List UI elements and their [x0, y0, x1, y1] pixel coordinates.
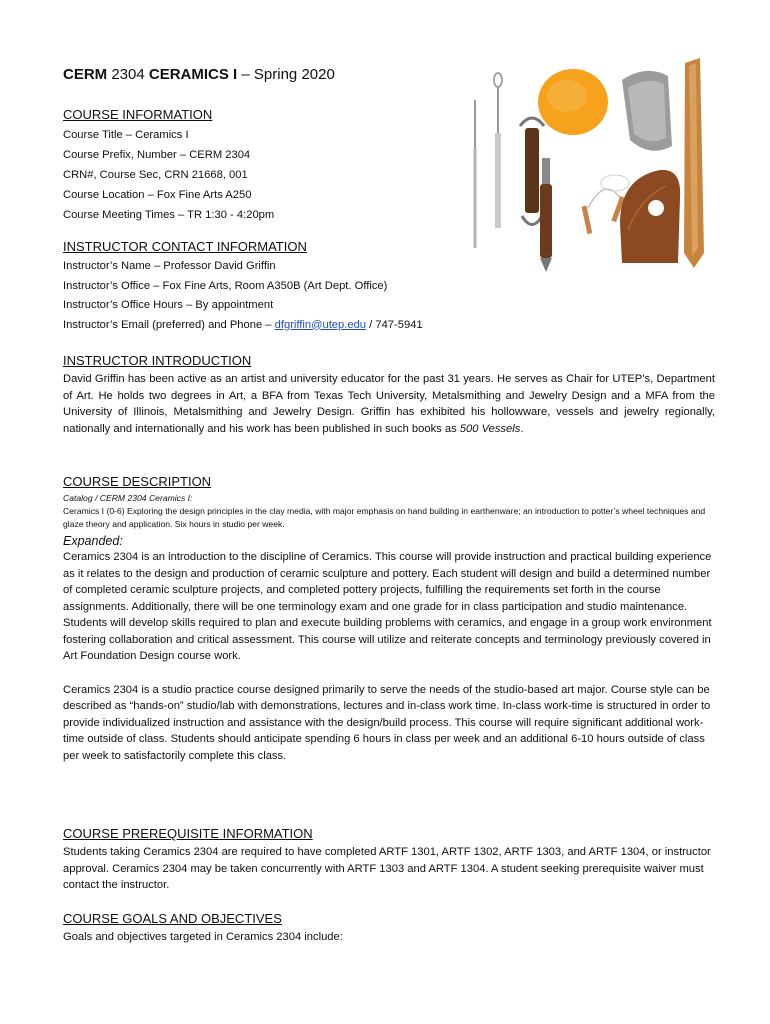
catalog-label	[63, 492, 715, 505]
instructor-introduction-text	[63, 371, 715, 437]
title-code: CERM	[63, 66, 108, 83]
page-title	[63, 66, 335, 83]
email-link[interactable]: dfgriffin@utep.edu	[274, 318, 367, 331]
course-description-section	[63, 473, 715, 764]
book-title: 500 Vessels	[459, 422, 521, 435]
course-crn-line: CRN#, Course Sec, CRN 21668, 001	[63, 169, 248, 181]
intro-end: .	[520, 422, 524, 435]
email-label: Instructor’s Email (preferred) and Phone –	[63, 318, 275, 331]
instructor-contact-section	[63, 238, 715, 335]
catalog-label-text: Catalog / CERM 2304 Ceramics I:	[63, 493, 193, 503]
goals-text: Goals and objectives targeted in Ceramics 2304 include:	[63, 931, 343, 943]
course-information-section	[63, 106, 715, 225]
description-paragraph-1: Ceramics 2304 is an introduction to the discipline of Ceramics. This course will provide instruction and practical building experience as it relates to the design and production of ceramic sculpture and pottery. Each student will design and build a determined number of completed ceramic sculpture projects, and completed pottery projects, fulfilling the requirements set forth in the course assignments. Additionally, there will be one terminology exam and one grade for in class participation and studio maintenance. Students will develop skills required to plan and execute building problems with ceramics, and engage in a group work environment fostering collaboration and critical assessment. This course will utilize and reiterate concepts and terminology previously covered in Art Foundation Design course work.	[63, 551, 712, 662]
instructor-introduction-heading: INSTRUCTOR INTRODUCTION	[63, 353, 252, 368]
instructor-contact-heading: INSTRUCTOR CONTACT INFORMATION	[63, 239, 307, 254]
instructor-email-line	[63, 316, 715, 336]
prerequisite-section	[63, 825, 715, 894]
phone-number: / 747-5941	[366, 318, 423, 331]
intro-body: David Griffin has been active as an artist and university educator for the past 31 years. He serves as Chair for UTEP’s, Department of Art. He holds two degrees in Art, a BFA from Texas Tech University, Metalsmithing and Jewelry Design and a MFA from the University of Illinois, Metalsmithing and Jewelry Design. Griffin has exhibited his hollowware, vessels and jewelry regionally, nationally and internationally and his work has been published in such books as	[63, 373, 715, 435]
course-description-heading: COURSE DESCRIPTION	[63, 474, 212, 489]
instructor-name-line: Instructor’s Name – Professor David Griffin	[63, 260, 276, 272]
instructor-hours-line: Instructor’s Office Hours – By appointment	[63, 299, 274, 311]
prerequisite-heading: COURSE PREREQUISITE INFORMATION	[63, 826, 313, 841]
catalog-text: Ceramics I (0-6) Exploring the design principles in the clay media, with major emphasis on hand building in earthenware; an introduction to potter’s wheel techniques and glaze theory and application. Six hours in studio per week.	[63, 506, 706, 529]
description-paragraph-2: Ceramics 2304 is a studio practice course designed primarily to serve the needs of the studio-based art major. Course style can be described as “hands-on” studio/lab with demonstrations, lectures and in-class work time. In-class work-time is structured in order to provide individualized instruction and assistance with the design/build process. This course will require significant additional work-time outside of class. Students should anticipate spending 6 hours in class per week and an additional 6-10 hours outside of class per week to satisfactorily complete this class.	[63, 683, 711, 762]
instructor-office-line: Instructor’s Office – Fox Fine Arts, Room A350B (Art Dept. Office)	[63, 279, 388, 292]
course-prefix-line: Course Prefix, Number – CERM 2304	[63, 149, 251, 161]
expanded-label: Expanded:	[63, 534, 123, 548]
title-term: – Spring 2020	[241, 66, 335, 83]
title-number: 2304	[111, 66, 145, 83]
course-information-heading: COURSE INFORMATION	[63, 107, 213, 122]
course-times-line: Course Meeting Times – TR 1:30 - 4:20pm	[63, 209, 275, 221]
title-name: CERAMICS I	[148, 66, 238, 83]
goals-heading: COURSE GOALS AND OBJECTIVES	[63, 911, 282, 926]
goals-section	[63, 910, 715, 946]
prerequisite-text: Students taking Ceramics 2304 are required to have completed ARTF 1301, ARTF 1302, ARTF 1303, and ARTF 1304, or instructor approval. Ceramics 2304 may be taken concurrently with ARTF 1303 and ARTF 1304. A student seeking prerequisite waiver must contact the instructor.	[63, 846, 711, 891]
course-title-line: Course Title – Ceramics I	[63, 129, 189, 141]
instructor-introduction-section	[63, 352, 715, 437]
course-location-line: Course Location – Fox Fine Arts A250	[63, 189, 252, 201]
